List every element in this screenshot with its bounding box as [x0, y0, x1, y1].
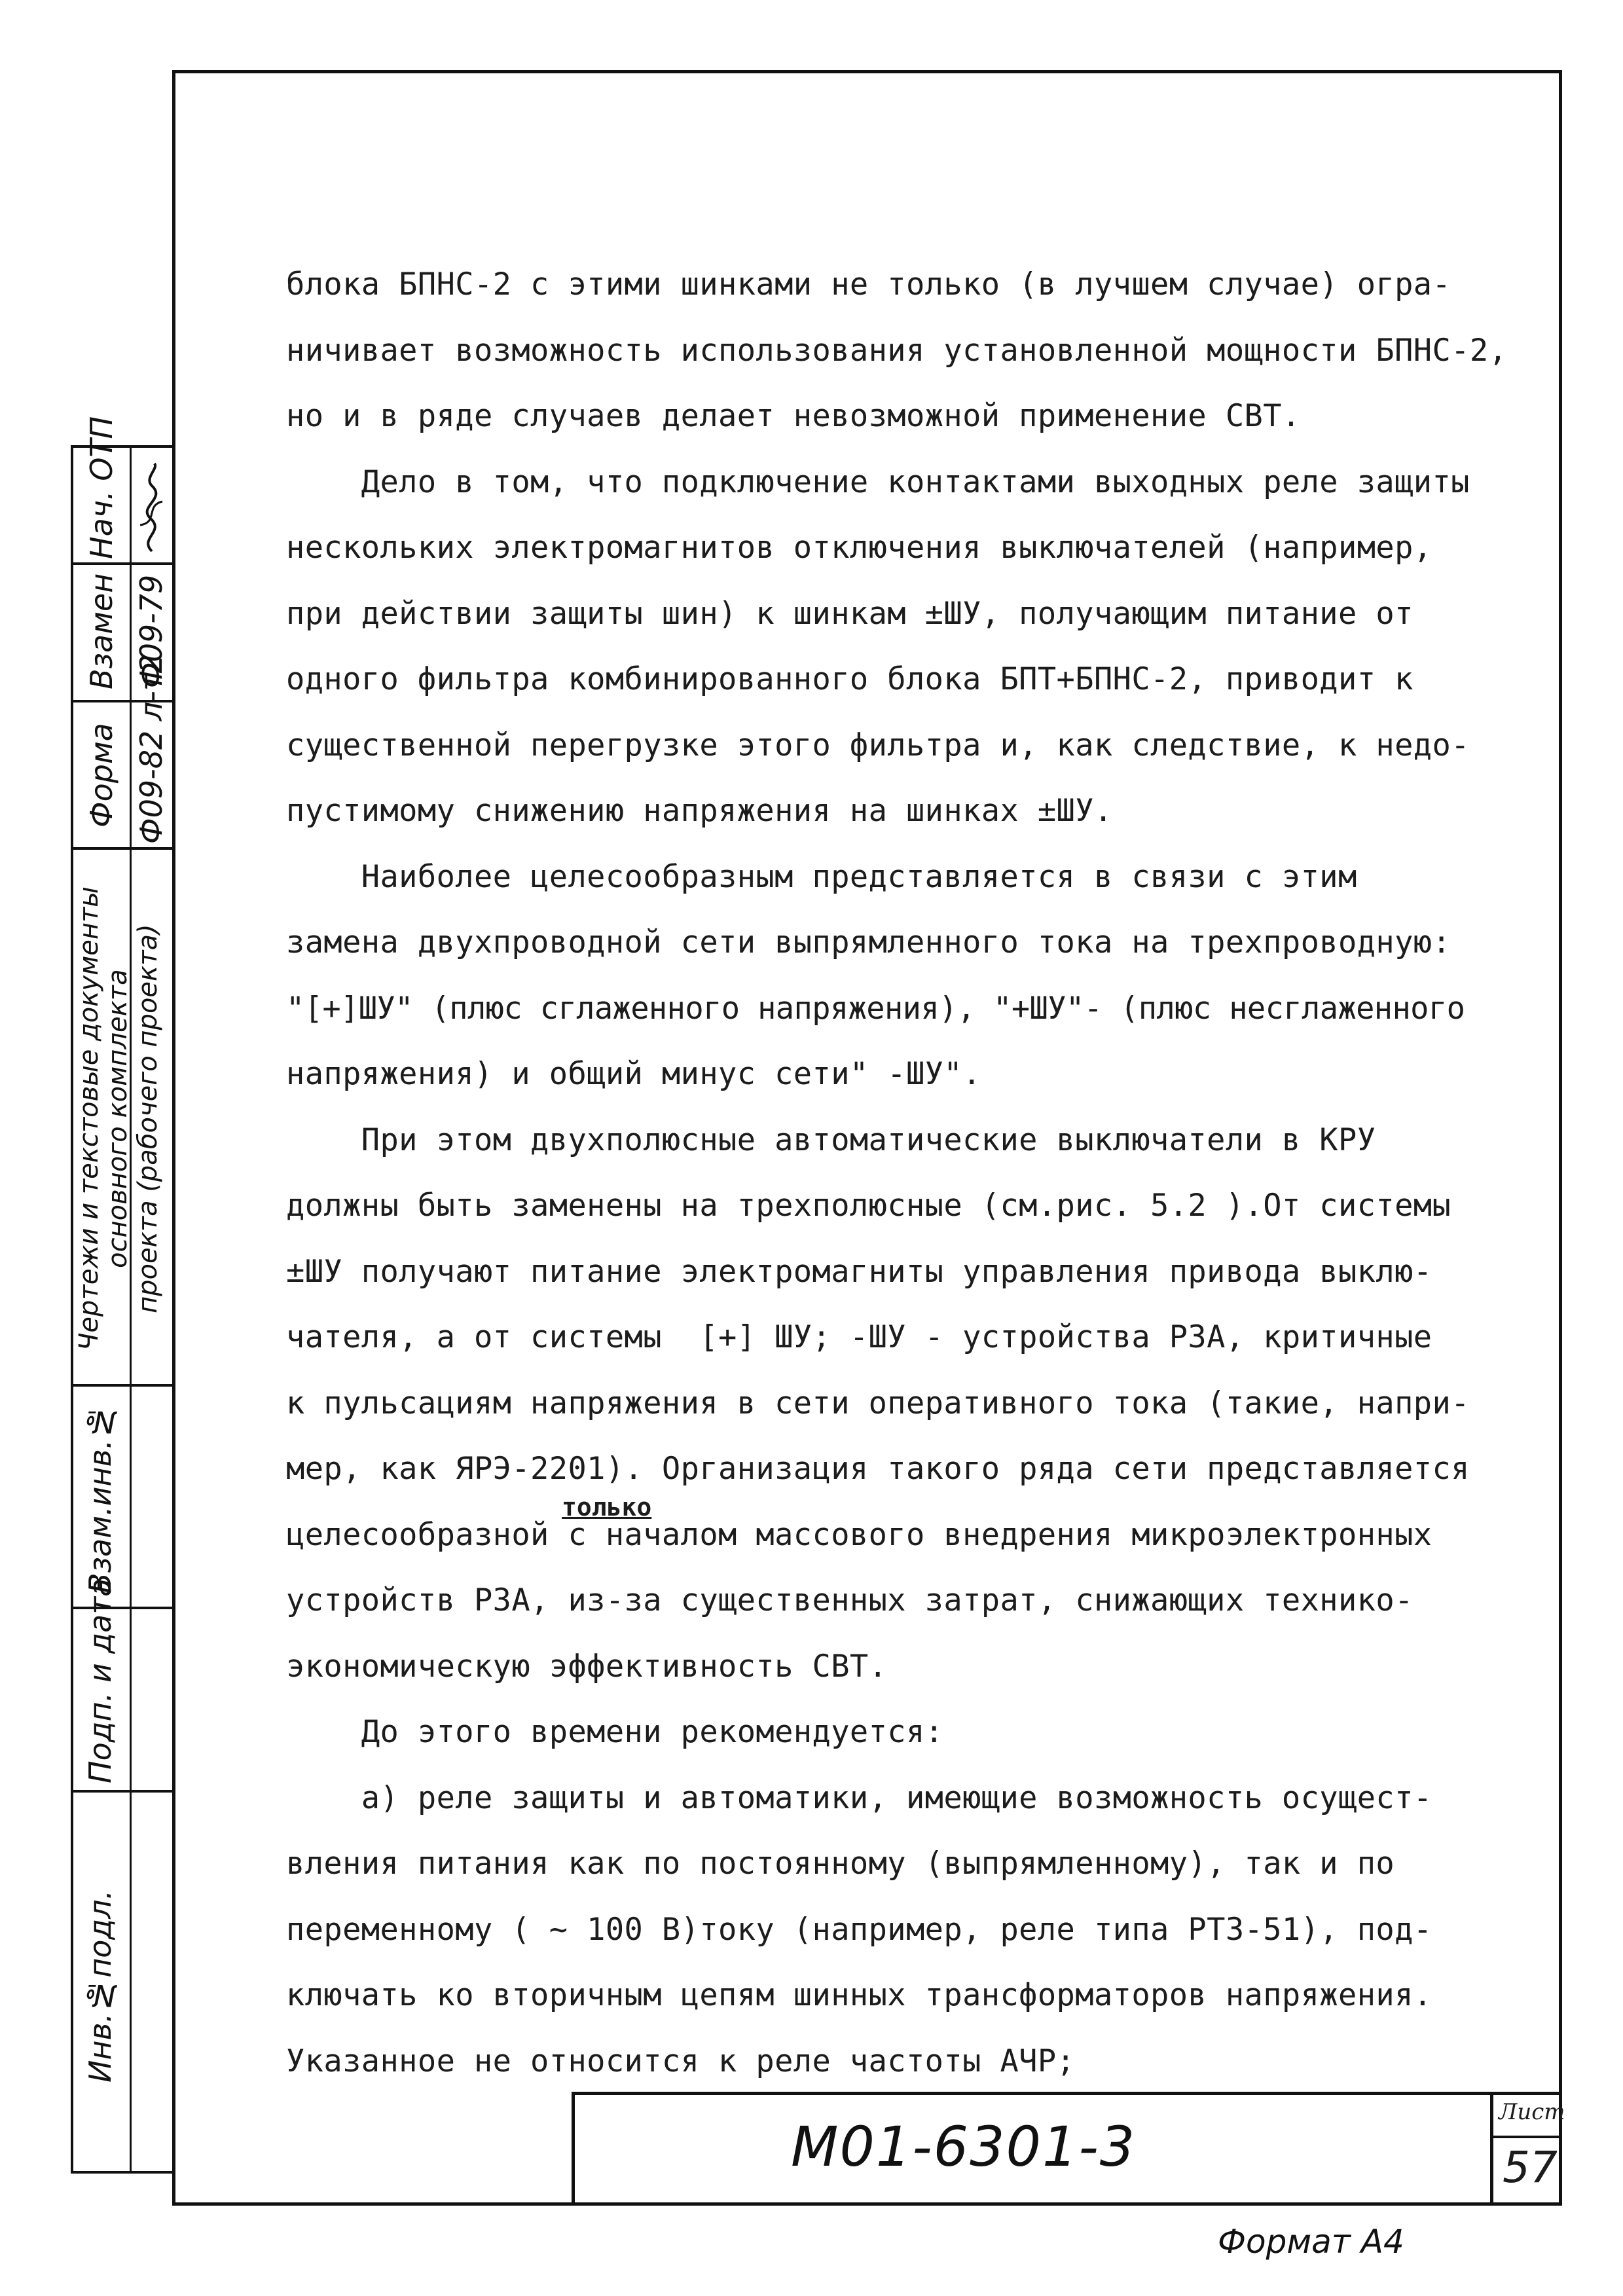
stamp-orig-no-label: Инв.№подл. — [82, 1889, 118, 2083]
text-line: но и в ряде случаев делает невозможной применение СВТ. — [286, 398, 1301, 434]
handwritten-insertion: только — [562, 1493, 652, 1522]
text-line: устройств РЗА, из-за существенных затрат, снижающих технико- — [286, 1582, 1413, 1618]
text-line: ключать ко вторичным цепям шинных трансформаторов напряжения. — [286, 1977, 1432, 2013]
format-note: Формат А4 — [1218, 2223, 1404, 2261]
text-line: Дело в том, что подключение контактами выходных реле защиты — [286, 464, 1470, 500]
stamp-form-value: Ф09-82 л-т2 — [134, 654, 169, 844]
text-line: экономическую эффективность СВТ. — [286, 1648, 888, 1685]
stamp-sign-date-label: Подп. и дата — [82, 1578, 118, 1783]
stamp-replaced-label: Взамен — [84, 573, 119, 689]
stamp-replaced-value: Ф09-79 — [134, 574, 169, 688]
sheet-number: 57 — [1503, 2142, 1558, 2193]
body-text — [286, 252, 1543, 2094]
stamp-signature — [132, 460, 173, 558]
text-line: целесообразной с началом массового внедрения микроэлектронных — [286, 1516, 1432, 1553]
text-line: вления питания как по постоянному (выпрямленному), так и по — [286, 1846, 1395, 1882]
document-number: М01-6301-3 — [791, 2115, 1137, 2179]
title-block — [572, 2092, 1565, 2206]
text-line: при действии защиты шин) к шинкам ±ШУ, получающим питание от — [286, 595, 1413, 632]
stamp-head-label: Нач. ОТП — [84, 416, 119, 559]
text-line: существенной перегрузке этого фильтра и, как следствие, к недо- — [286, 727, 1470, 763]
text-line: должны быть заменены на трехполюсные (см.рис. 5.2 ).От системы — [286, 1188, 1451, 1224]
text-line: напряжения) и общий минус сети" -ШУ". — [286, 1056, 981, 1092]
sheet-label: Лист — [1499, 2099, 1565, 2125]
side-stamp — [71, 416, 175, 2174]
sheet-cell — [1490, 2095, 1565, 2206]
stamp-drawings-line3: проекта (рабочего проекта) — [133, 924, 163, 1314]
text-line: нескольких электромагнитов отключения выключателей (например, — [286, 530, 1432, 566]
text-line: При этом двухполюсные автоматические выключатели в КРУ — [286, 1121, 1376, 1158]
text-line: Указанное не относится к реле частоты АЧР; — [286, 2043, 1076, 2079]
text-line: До этого времени рекомендуется: — [286, 1714, 944, 1750]
text-line: к пульсациям напряжения в сети оперативного тока (такие, напри- — [286, 1385, 1470, 1421]
text-line: ничивает возможность использования установленной мощности БПНС-2, — [286, 332, 1508, 369]
text-line: ±ШУ получают питание электромагниты управления привода выклю- — [286, 1253, 1432, 1290]
stamp-drawings-line1: Чертежи и текстовые документы — [74, 886, 104, 1351]
text-line: замена двухпроводной сети выпрямленного тока на трехпроводную: — [286, 924, 1451, 960]
stamp-form-label: Форма — [84, 723, 119, 828]
text-line: а) реле защиты и автоматики, имеющие возможность осущест- — [286, 1779, 1432, 1816]
stamp-drawings-line2: основного комплекта — [103, 969, 133, 1269]
text-line: блока БПНС-2 с этими шинками не только (в лучшем случае) огра- — [286, 266, 1451, 302]
text-line: пустимому снижению напряжения на шинках ±ШУ. — [286, 793, 1113, 829]
text-line: чателя, а от системы [+] ШУ; -ШУ - устройства РЗА, критичные — [286, 1319, 1432, 1355]
text-line: мер, как ЯРЭ-2201). Организация такого ряда сети представляется — [286, 1451, 1470, 1487]
text-line: одного фильтра комбинированного блока БПТ+БПНС-2, приводит к — [286, 661, 1413, 697]
text-line: Наиболее целесообразным представляется в связи с этим — [286, 858, 1357, 895]
text-line: переменному ( ~ 100 В)току (например, реле типа РТЗ-51), под- — [286, 1911, 1432, 1948]
stamp-replace-inv-label: Взам.инв.№ — [82, 1404, 118, 1594]
text-line: "[+]ШУ" (плюс сглаженного напряжения), "+ШУ"- (плюс несглаженного — [286, 990, 1465, 1027]
